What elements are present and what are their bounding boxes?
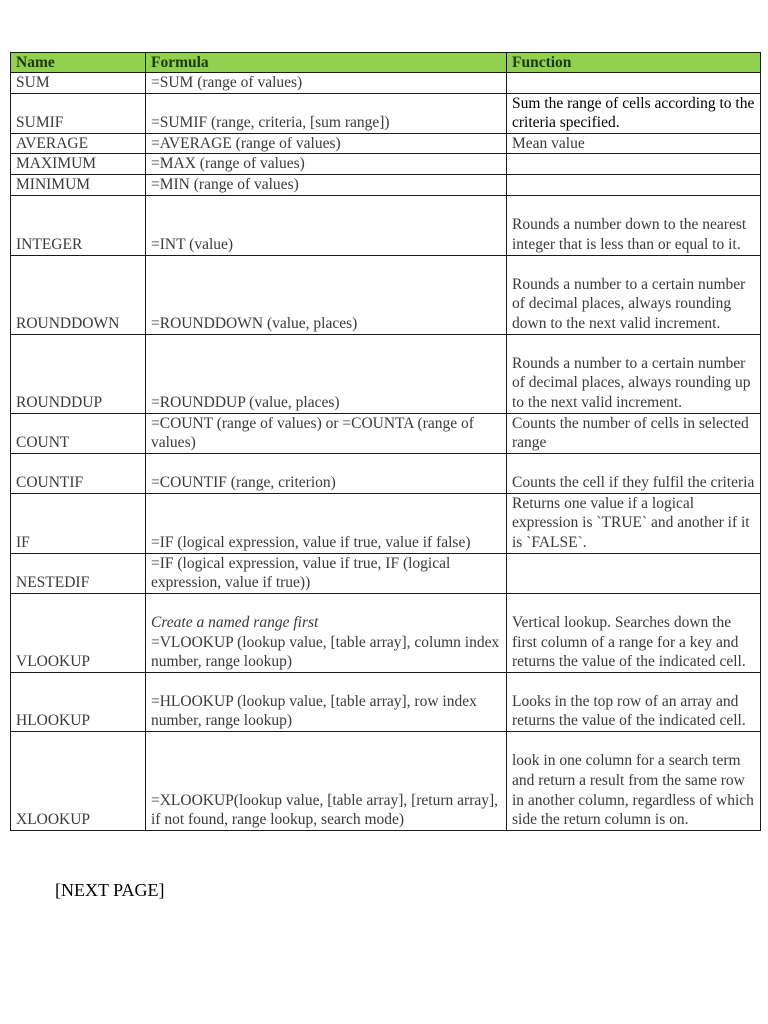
row-formula-cell: =XLOOKUP(lookup value, [table array], [return array], if not found, range lookup, search mode) [146, 731, 507, 830]
row-name-cell: ROUNDDUP [11, 334, 146, 413]
row-formula-cell: =SUMIF (range, criteria, [sum range]) [146, 93, 507, 133]
row-function-cell: Counts the cell if they fulfil the criteria [507, 453, 761, 493]
row-formula-cell: =COUNTIF (range, criterion) [146, 453, 507, 493]
table-row [11, 154, 761, 175]
row-name-cell: INTEGER [11, 195, 146, 255]
row-name-cell: COUNTIF [11, 453, 146, 493]
row-name-cell: ROUNDDOWN [11, 255, 146, 334]
row-function-cell: Returns one value if a logical expression is `TRUE` and another if it is `FALSE`. [507, 493, 761, 553]
table-row [11, 413, 761, 453]
table-row [11, 453, 761, 493]
row-function-cell: Rounds a number down to the nearest integer that is less than or equal to it. [507, 195, 761, 255]
row-function-cell [507, 73, 761, 94]
row-function-cell: Vertical lookup. Searches down the first column of a range for a key and returns the value of the indicated cell. [507, 593, 761, 672]
table-row [11, 255, 761, 334]
row-name-cell: VLOOKUP [11, 593, 146, 672]
table-row [11, 93, 761, 133]
row-formula-cell: =ROUNDDUP (value, places) [146, 334, 507, 413]
formula-hint: Create a named range first [151, 613, 319, 631]
row-function-cell: Sum the range of cells according to the criteria specified. [507, 93, 761, 133]
row-formula-cell: =HLOOKUP (lookup value, [table array], row index number, range lookup) [146, 672, 507, 731]
row-name-cell: NESTEDIF [11, 553, 146, 593]
row-name-cell: MINIMUM [11, 174, 146, 195]
row-function-cell: Looks in the top row of an array and returns the value of the indicated cell. [507, 672, 761, 731]
row-name-cell: SUM [11, 73, 146, 94]
row-formula-cell [146, 593, 507, 672]
table-row [11, 174, 761, 195]
table-row [11, 73, 761, 94]
table-row [11, 672, 761, 731]
row-name-cell: IF [11, 493, 146, 553]
row-formula-cell: =IF (logical expression, value if true, IF (logical expression, value if true)) [146, 553, 507, 593]
table-row [11, 334, 761, 413]
row-formula-cell: =ROUNDDOWN (value, places) [146, 255, 507, 334]
row-name-cell: AVERAGE [11, 133, 146, 154]
row-formula-cell: =MAX (range of values) [146, 154, 507, 175]
row-formula-cell: =IF (logical expression, value if true, value if false) [146, 493, 507, 553]
row-name-cell: SUMIF [11, 93, 146, 133]
row-name-cell: MAXIMUM [11, 154, 146, 175]
table-header-row [11, 53, 761, 73]
next-page-marker: [NEXT PAGE] [55, 880, 165, 900]
row-formula-cell: =COUNT (range of values) or =COUNTA (range of values) [146, 413, 507, 453]
row-name-cell: XLOOKUP [11, 731, 146, 830]
row-formula-cell: =SUM (range of values) [146, 73, 507, 94]
row-name-cell: COUNT [11, 413, 146, 453]
row-function-cell: Rounds a number to a certain number of decimal places, always rounding down to the next valid increment. [507, 255, 761, 334]
row-function-cell [507, 174, 761, 195]
row-formula-cell: =INT (value) [146, 195, 507, 255]
row-function-cell [507, 553, 761, 593]
table-row [11, 133, 761, 154]
formula-text: =VLOOKUP (lookup value, [table array], column index number, range lookup) [151, 633, 500, 671]
row-function-cell: Counts the number of cells in selected range [507, 413, 761, 453]
row-function-cell: Rounds a number to a certain number of decimal places, always rounding up to the next valid increment. [507, 334, 761, 413]
row-name-cell: HLOOKUP [11, 672, 146, 731]
row-formula-cell: =AVERAGE (range of values) [146, 133, 507, 154]
header-name: Name [11, 53, 146, 73]
row-formula-cell: =MIN (range of values) [146, 174, 507, 195]
table-row [11, 731, 761, 830]
table-row [11, 195, 761, 255]
header-formula: Formula [146, 53, 507, 73]
header-function: Function [507, 53, 761, 73]
row-function-cell: Mean value [507, 133, 761, 154]
table-row [11, 553, 761, 593]
table-row [11, 593, 761, 672]
row-function-cell: look in one column for a search term and return a result from the same row in another column, regardless of which side the return column is on. [507, 731, 761, 830]
row-function-cell [507, 154, 761, 175]
table-row [11, 493, 761, 553]
excel-functions-table [10, 52, 761, 831]
